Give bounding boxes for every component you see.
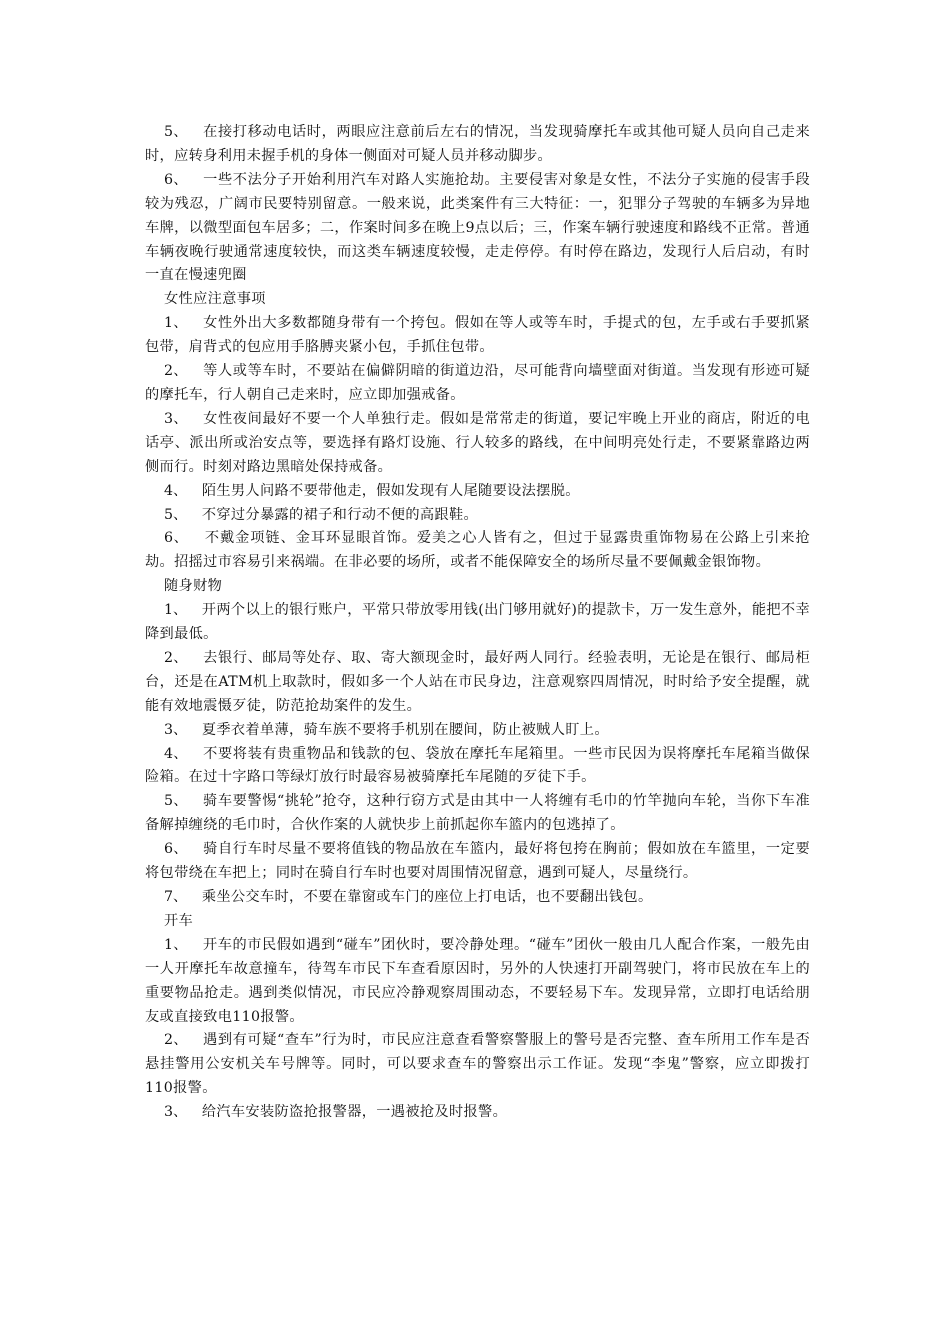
paragraph-item: [145, 1029, 810, 1101]
item-text: 陌生男人问路不要带他走，假如发现有人尾随要设法摆脱。: [201, 482, 580, 499]
item-number: 5、: [164, 793, 188, 810]
paragraph-item: [145, 480, 810, 504]
item-text: 女性夜间最好不要一个人单独行走。假如是常常走的街道，要记牢晚上开业的商店，附近的电话亭、派出所或治安点等，要选择有路灯设施、行人较多的路线，在中间明亮处行走，不要紧靠路边两侧而行。时刻对路边黑暗处保持戒备。: [145, 410, 810, 475]
paragraph-item: [145, 886, 810, 910]
item-text: 在接打移动电话时，两眼应注意前后左右的情况，当发现骑摩托车或其他可疑人员向自己走来时，应转身利用未握手机的身体一侧面对可疑人员并移动脚步。: [145, 124, 810, 164]
item-number: 3、: [164, 721, 188, 738]
item-text: 等人或等车时，不要站在偏僻阴暗的街道边沿，尽可能背向墙壁面对街道。当发现有形迹可疑的摩托车，行人朝自己走来时，应立即加强戒备。: [145, 363, 810, 403]
item-number: 2、: [164, 1032, 188, 1049]
item-number: 7、: [164, 889, 188, 905]
paragraph-item: [145, 169, 810, 289]
item-text: 遇到有可疑“查车”行为时，市民应注意查看警察警服上的警号是否完整、查车所用工作车是否悬挂警用公安机关车号牌等。同时，可以要求查车的警察出示工作证。发现“李鬼”警察，应立即拨打110报警。: [145, 1032, 810, 1097]
item-text: 给汽车安装防盗抢报警器，一遇被抢及时报警。: [201, 1104, 508, 1121]
section-heading: 女性应注意事项: [164, 291, 266, 308]
item-number: 6、: [164, 841, 188, 858]
item-number: 1、: [164, 315, 188, 332]
paragraph-item: [145, 599, 810, 647]
paragraph-item: [145, 647, 810, 719]
paragraph-item: [145, 360, 810, 408]
item-number: 5、: [164, 506, 188, 523]
item-text: 夏季衣着单薄，骑车族不要将手机别在腰间，防止被贼人盯上。: [201, 721, 609, 738]
item-number: 2、: [164, 363, 188, 380]
item-text: 不戴金项链、金耳环显眼首饰。爱美之心人皆有之，但过于显露贵重饰物易在公路上引来抢劫。招摇过市容易引来祸端。在非必要的场所，或者不能保障安全的场所尽量不要佩戴金银饰物。: [145, 530, 810, 571]
item-text: 不要将装有贵重物品和钱款的包、袋放在摩托车尾箱里。一些市民因为误将摩托车尾箱当做保险箱。在过十字路口等绿灯放行时最容易被骑摩托车尾随的歹徒下手。: [145, 745, 810, 786]
item-text: 骑车要警惕“挑轮”抢夺，这种行窃方式是由其中一人将缠有毛巾的竹竿抛向车轮，当你下车准备解掉缠绕的毛巾时，合伙作案的人就快步上前抓起你车篮内的包逃掉了。: [145, 793, 810, 834]
paragraph-item: [145, 408, 810, 480]
item-number: 5、: [164, 124, 188, 140]
paragraph-item: [145, 121, 810, 169]
paragraph-item: [145, 790, 810, 838]
paragraph-item: [145, 934, 810, 1030]
item-text: 去银行、邮局等处存、取、寄大额现金时，最好两人同行。经验表明，无论是在银行、邮局柜台，还是在ATM机上取款时，假如多一个人站在市民身边，注意观察四周情况，时时给予安全提醒，就能有效地震慑歹徒，防范抢劫案件的发生。: [145, 649, 810, 714]
section-heading: 开车: [164, 912, 194, 929]
paragraph-item: [145, 838, 810, 886]
paragraph-item: [145, 719, 810, 743]
item-number: 2、: [164, 649, 188, 666]
item-text: 女性外出大多数都随身带有一个挎包。假如在等人或等车时，手提式的包，左手或右手要抓紧包带，肩背式的包应用手胳膊夹紧小包，手抓住包带。: [145, 315, 810, 356]
item-number: 1、: [164, 602, 188, 619]
item-number: 1、: [164, 936, 188, 953]
item-text: 乘坐公交车时，不要在靠窗或车门的座位上打电话，也不要翻出钱包。: [201, 889, 653, 905]
item-number: 4、: [164, 745, 188, 762]
item-number: 6、: [164, 171, 188, 188]
item-text: 骑自行车时尽量不要将值钱的物品放在车篮内，最好将包挎在胸前；假如放在车篮里，一定要将包带绕在车把上；同时在骑自行车时也要对周围情况留意，遇到可疑人，尽量绕行。: [145, 841, 810, 882]
paragraph-item: [145, 504, 810, 528]
document-body: [145, 121, 810, 1125]
paragraph-item: [145, 527, 810, 575]
paragraph-item: [145, 1101, 810, 1125]
item-text: 一些不法分子开始利用汽车对路人实施抢劫。主要侵害对象是女性，不法分子实施的侵害手段较为残忍，广阔市民要特别留意。一般来说，此类案件有三大特征：一，犯罪分子驾驶的车辆多为异地车牌，以微型面包车居多；二，作案时间多在晚上9点以后；三，作案车辆行驶速度和路线不正常。普通车辆夜晚行驶通常速度较快，而这类车辆速度较慢，走走停停。有时停在路边，发现行人后启动，有时一直在慢速兜圈: [145, 171, 810, 284]
item-text: 开两个以上的银行账户，平常只带放零用钱(出门够用就好)的提款卡，万一发生意外，能把不幸降到最低。: [145, 602, 810, 643]
item-number: 6、: [164, 530, 189, 547]
paragraph-item: [145, 312, 810, 360]
item-number: 4、: [164, 482, 188, 499]
item-text: 不穿过分暴露的裙子和行动不便的高跟鞋。: [201, 506, 479, 523]
item-number: 3、: [164, 1104, 188, 1121]
item-text: 开车的市民假如遇到“碰车”团伙时，要冷静处理。“碰车”团伙一般由几人配合作案，一般先由一人开摩托车故意撞车，待驾车市民下车查看原因时，另外的人快速打开副驾驶门，将市民放在车上的重要物品抢走。遇到类似情况，市民应冷静观察周围动态，不要轻易下车。发现异常，立即打电话给朋友或直接致电110报警。: [145, 936, 810, 1025]
section-heading: 随身财物: [164, 578, 223, 595]
paragraph-item: [145, 743, 810, 791]
item-number: 3、: [164, 410, 188, 427]
